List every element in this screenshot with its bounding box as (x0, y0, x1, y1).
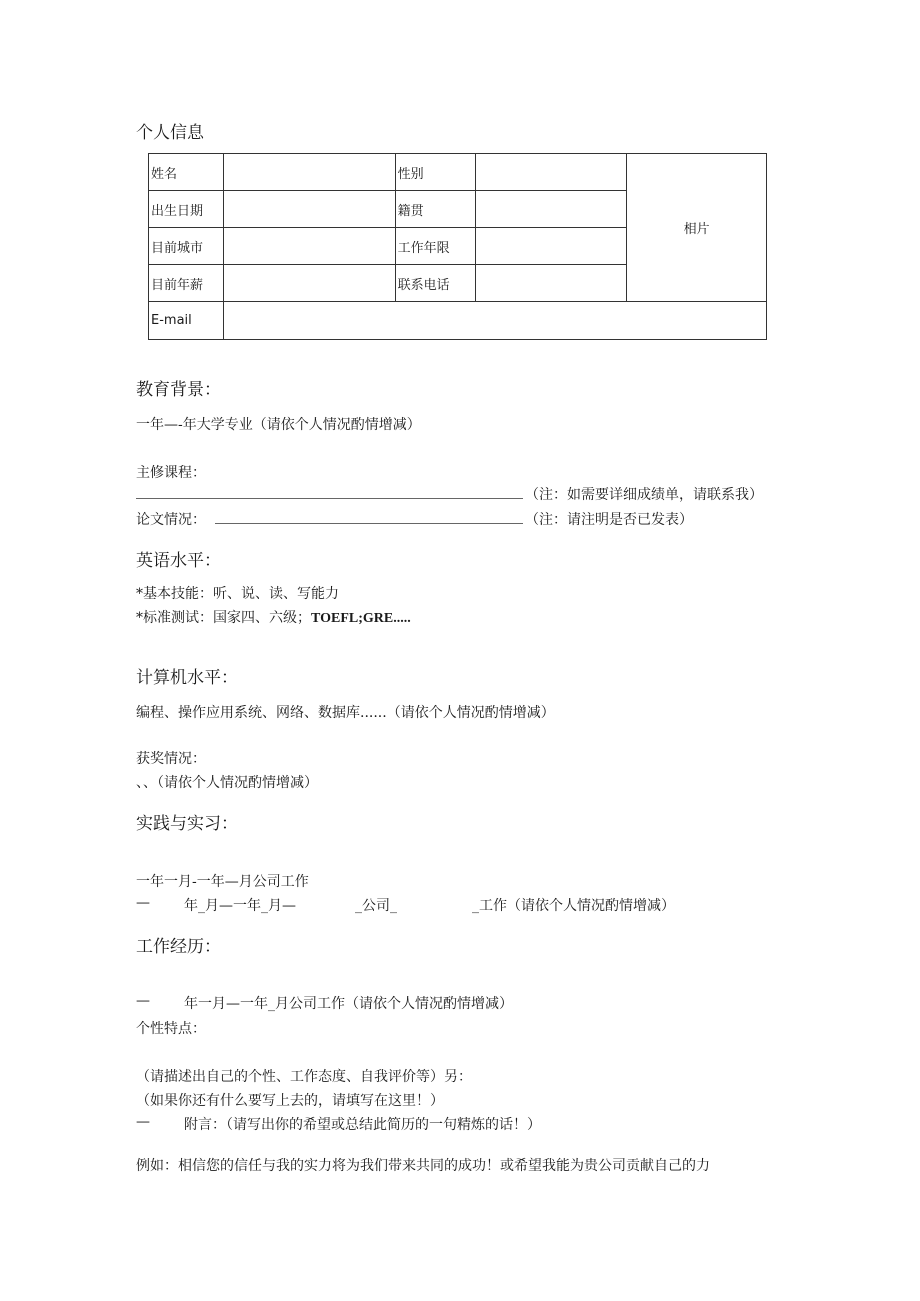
appendix-line: 附言：（请写出你的希望或总结此简历的一句精炼的话！） (184, 1117, 541, 1133)
thesis-underline[interactable] (215, 511, 523, 524)
section-title-practice: 实践与实习： (136, 814, 238, 834)
practice-line2-b: 年_月—一年_月— (184, 898, 296, 914)
label-years: 工作年限 (395, 228, 476, 265)
thesis-label: 论文情况： (136, 512, 206, 528)
photo-cell: 相片 (627, 154, 767, 302)
english-tests-prefix: *标准测试：国家四、六级； (136, 610, 311, 626)
courses-note: （注：如需要详细成绩单，请联系我） (525, 487, 763, 503)
education-line: 一年—-年大学专业（请依个人情况酌情增减） (136, 417, 421, 433)
thesis-note: （注：请注明是否已发表） (525, 512, 693, 528)
label-salary: 目前年薪 (149, 265, 224, 302)
section-title-english: 英语水平： (136, 551, 221, 571)
label-birth: 出生日期 (149, 191, 224, 228)
traits-label: 个性特点： (136, 1021, 206, 1037)
label-native: 籍贯 (395, 191, 476, 228)
appendix-dash: — (136, 1114, 150, 1130)
value-email[interactable] (223, 302, 766, 340)
label-city: 目前城市 (149, 228, 224, 265)
practice-line2-c: _公司_ (355, 898, 397, 914)
section-title-personal: 个人信息 (136, 123, 204, 143)
practice-line1: 一年一月-一年—月公司工作 (136, 874, 309, 890)
label-name: 姓名 (149, 154, 224, 191)
section-title-education: 教育背景： (136, 380, 221, 400)
work-line1-b: 年一月—一年_月公司工作（请依个人情况酌情增减） (184, 996, 513, 1012)
awards-label: 获奖情况： (136, 751, 206, 767)
value-gender[interactable] (476, 154, 627, 191)
example-line: 例如：相信您的信任与我的实力将为我们带来共同的成功！或希望我能为贵公司贡献自己的力 (136, 1158, 710, 1174)
courses-underline[interactable] (136, 486, 523, 499)
value-birth[interactable] (223, 191, 395, 228)
awards-line: 、、（请依个人情况酌情增减） (136, 775, 318, 791)
table-row (149, 154, 767, 191)
practice-line2-a: — (136, 895, 150, 911)
section-title-work: 工作经历： (136, 937, 221, 957)
english-skills: *基本技能：听、说、读、写能力 (136, 586, 339, 602)
section-title-computer: 计算机水平： (136, 668, 238, 688)
personal-info-table (148, 153, 767, 340)
table-row (149, 302, 767, 340)
computer-line: 编程、操作应用系统、网络、数据库......（请依个人情况酌情增减） (136, 705, 555, 721)
courses-label: 主修课程： (136, 465, 206, 481)
practice-line2-d: _工作（请依个人情况酌情增减） (472, 898, 675, 914)
extra-line: （如果你还有什么要写上去的，请填写在这里！） (136, 1093, 444, 1109)
value-city[interactable] (223, 228, 395, 265)
value-years[interactable] (476, 228, 627, 265)
english-tests-bold: TOEFL;GRE..... (311, 611, 411, 626)
label-email: E-mail (149, 302, 224, 340)
label-gender: 性别 (395, 154, 476, 191)
value-name[interactable] (223, 154, 395, 191)
label-phone: 联系电话 (395, 265, 476, 302)
value-phone[interactable] (476, 265, 627, 302)
english-tests (136, 607, 411, 627)
value-native[interactable] (476, 191, 627, 228)
work-line1-a: — (136, 993, 150, 1009)
traits-line: （请描述出自己的个性、工作态度、自我评价等）另： (136, 1069, 472, 1085)
value-salary[interactable] (223, 265, 395, 302)
